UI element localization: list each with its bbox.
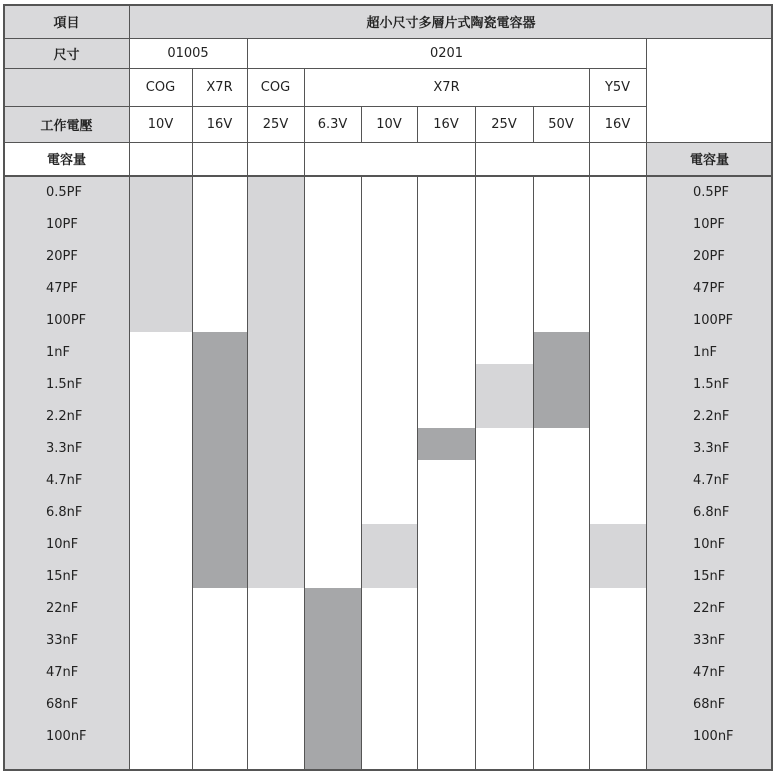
grid-line <box>646 38 647 769</box>
right-header-blank <box>646 38 773 142</box>
dielectric-label: COG <box>145 79 176 95</box>
capacitance-value-right: 1.5nF <box>693 377 730 392</box>
grid-line <box>475 142 476 175</box>
grid-line <box>304 175 305 769</box>
capacitance-value-left: 15nF <box>46 569 79 584</box>
grid-line <box>589 175 590 769</box>
grid-line <box>4 769 773 771</box>
grid-line <box>771 4 773 771</box>
capacitance-value-right: 3.3nF <box>693 441 730 456</box>
capacitance-value-right: 47nF <box>693 665 726 680</box>
capacitance-value-left: 6.8nF <box>46 505 83 520</box>
capacitance-value-right: 100PF <box>693 313 734 328</box>
voltage-cell: 25V <box>262 116 289 132</box>
dielectric-cell <box>247 68 304 106</box>
grid-line <box>361 106 362 142</box>
capacitance-range-bar <box>192 332 247 588</box>
table-title: 超小尺寸多層片式陶瓷電容器 <box>366 16 536 31</box>
grid-line <box>4 4 773 6</box>
voltage-cell: 50V <box>548 116 574 132</box>
capacitance-value-left: 1.5nF <box>46 377 83 392</box>
grid-line <box>4 38 773 39</box>
voltage-cell: 16V <box>206 116 233 132</box>
grid-line <box>361 175 362 769</box>
grid-line <box>589 142 590 175</box>
grid-line <box>129 4 130 769</box>
grid-line <box>417 175 418 769</box>
dielectric-cell <box>129 68 192 106</box>
dielectric-cell <box>589 68 646 106</box>
capacitance-value-right: 4.7nF <box>693 473 730 488</box>
capacitance-range-bar <box>533 332 589 428</box>
capacitance-label-right: 電容量 <box>689 153 729 168</box>
size-header-cell <box>4 38 129 68</box>
capacitance-range-bar <box>417 428 475 460</box>
capacitance-value-right: 2.2nF <box>693 409 730 424</box>
capacitance-value-left: 1nF <box>46 345 70 360</box>
size-cell-0201 <box>247 38 646 68</box>
capacitance-value-left: 3.3nF <box>46 441 83 456</box>
capacitance-value-left: 10nF <box>46 537 79 552</box>
voltage-cell: 25V <box>491 116 517 132</box>
capacitance-value-right: 15nF <box>693 569 726 584</box>
capacitance-value-right: 0.5PF <box>693 185 729 200</box>
item-header-cell <box>4 5 129 38</box>
dielectric-label: COG <box>260 79 291 95</box>
capacitance-range-bar <box>247 175 304 588</box>
capacitance-value-right: 6.8nF <box>693 505 730 520</box>
capacitance-value-right: 100nF <box>693 729 734 744</box>
size-cell-01005 <box>129 38 247 68</box>
capacitance-label: 電容量 <box>46 153 86 168</box>
capacitance-range-bar <box>475 364 533 428</box>
capacitance-value-left: 10PF <box>46 217 78 232</box>
grid-line <box>304 68 305 175</box>
grid-line <box>475 106 476 142</box>
voltage-cell: 16V <box>604 116 631 132</box>
grid-line <box>4 68 646 69</box>
size-label: 尺寸 <box>53 47 80 63</box>
grid-line <box>4 175 773 177</box>
capacitance-value-left: 100nF <box>46 729 87 744</box>
capacitance-value-right: 47PF <box>693 281 725 296</box>
capacitance-value-right: 68nF <box>693 697 726 712</box>
capacitance-value-left: 0.5PF <box>46 185 82 200</box>
capacitance-value-left: 100PF <box>46 313 87 328</box>
dielectric-label: X7R <box>206 79 233 95</box>
voltage-cell: 16V <box>433 116 459 132</box>
capacitance-value-left: 2.2nF <box>46 409 83 424</box>
dielectric-cell <box>192 68 247 106</box>
capacitance-value-left: 47nF <box>46 665 79 680</box>
capacitance-range-bar <box>304 588 361 769</box>
grid-line <box>192 175 193 769</box>
grid-line <box>417 106 418 142</box>
capacitance-value-right: 1nF <box>693 345 717 360</box>
capacitance-value-left: 47PF <box>46 281 78 296</box>
dielectric-cell <box>304 68 589 106</box>
dielectric-label: X7R <box>433 79 460 95</box>
grid-line <box>533 106 534 142</box>
voltage-cell: 10V <box>147 116 174 132</box>
capacitance-value-right: 33nF <box>693 633 726 648</box>
grid-line <box>247 38 248 769</box>
voltage-cell: 6.3V <box>317 116 348 132</box>
dielectric-label: Y5V <box>604 79 631 95</box>
capacitance-range-bar <box>589 524 646 588</box>
capacitance-value-right: 10nF <box>693 537 726 552</box>
voltage-header-cell <box>4 106 129 142</box>
capacitance-value-left: 4.7nF <box>46 473 83 488</box>
capacitance-value-right: 10PF <box>693 217 725 232</box>
size-01005: 01005 <box>167 45 209 61</box>
capacitance-value-right: 22nF <box>693 601 726 616</box>
capacitance-value-left: 68nF <box>46 697 79 712</box>
grid-line <box>533 175 534 769</box>
title-cell <box>129 5 773 38</box>
capacitance-value-right: 20PF <box>693 249 725 264</box>
grid-line <box>3 4 5 771</box>
capacitance-value-left: 22nF <box>46 601 79 616</box>
grid-line <box>4 106 646 107</box>
voltage-label: 工作電壓 <box>40 118 93 134</box>
grid-line <box>192 68 193 175</box>
grid-line <box>475 175 476 769</box>
voltage-cell: 10V <box>376 116 402 132</box>
capacitance-header-cell <box>4 142 129 175</box>
capacitance-range-bar <box>129 175 192 332</box>
item-label: 項目 <box>53 16 80 31</box>
capacitance-range-bar <box>361 524 417 588</box>
grid-line <box>4 142 773 143</box>
capacitance-header-cell-right <box>646 142 773 175</box>
dielectric-header-cell <box>4 68 129 106</box>
size-0201: 0201 <box>429 45 464 61</box>
capacitance-value-left: 20PF <box>46 249 78 264</box>
capacitance-value-left: 33nF <box>46 633 79 648</box>
